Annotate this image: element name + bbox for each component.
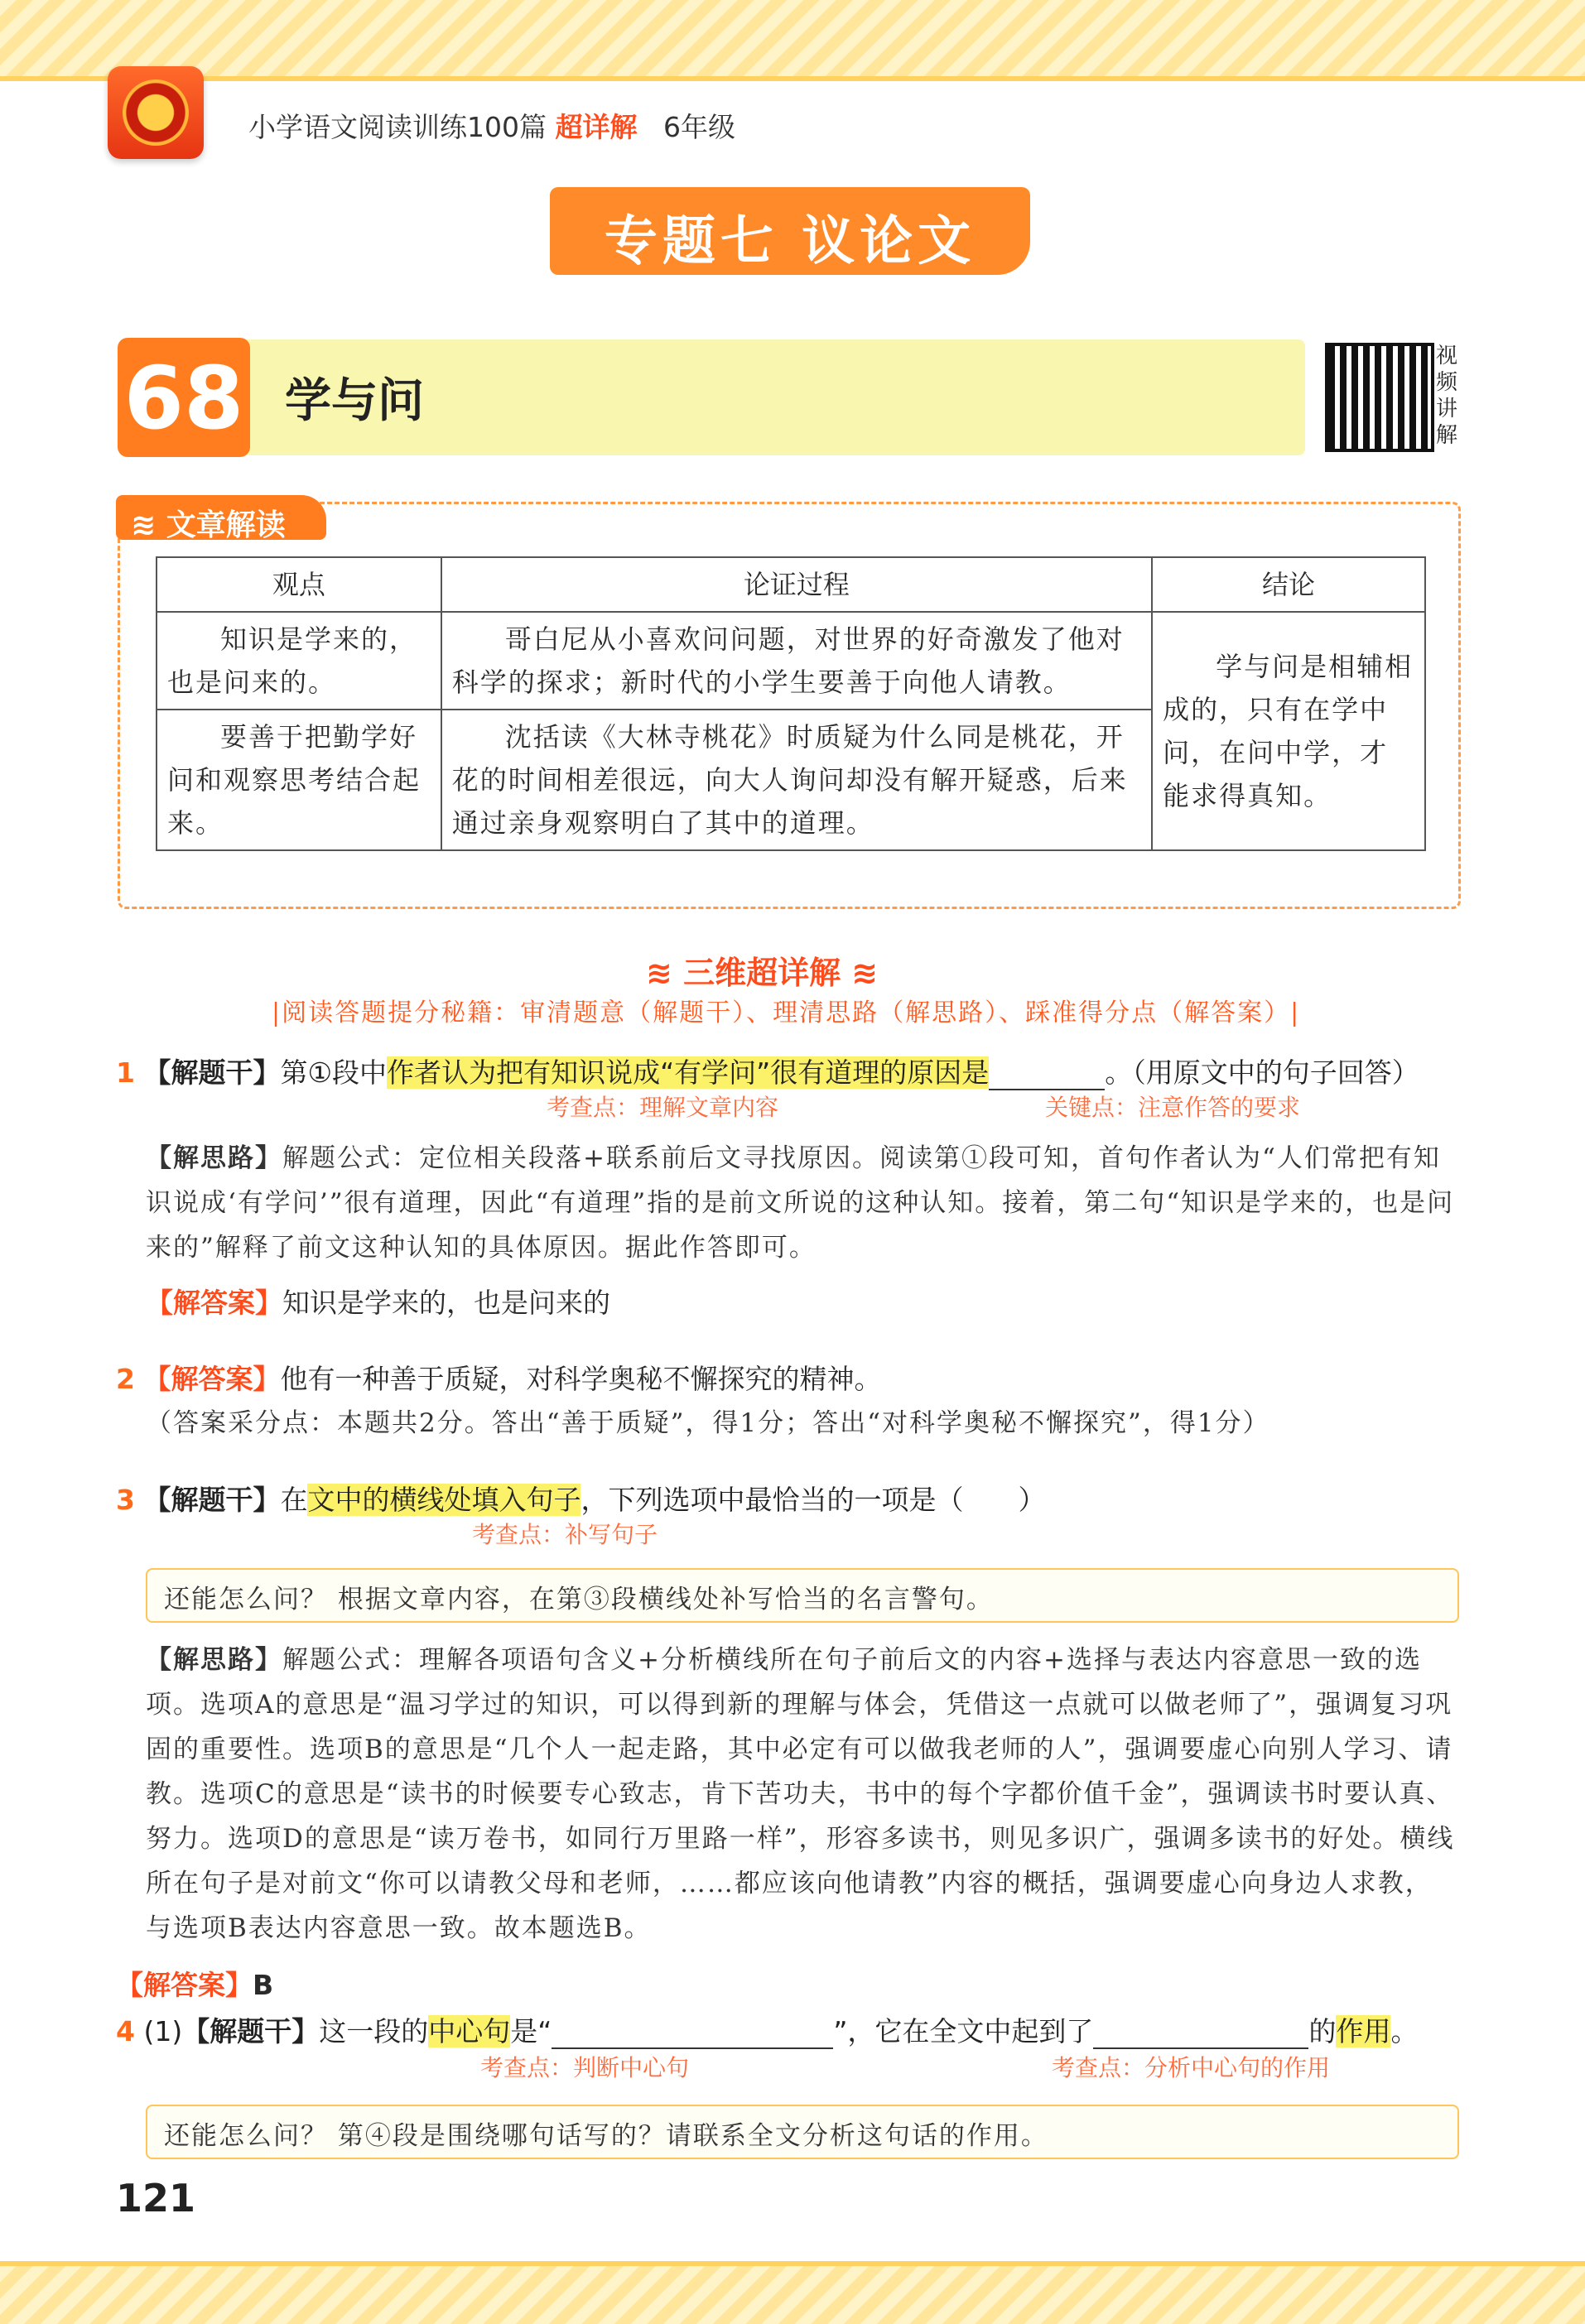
argument-outline-table	[156, 556, 1426, 851]
q4-stem	[116, 2010, 1418, 2049]
bottom-stripe-band	[0, 2261, 1585, 2324]
video-explain-label[interactable]: 视频讲解	[1436, 344, 1458, 448]
q1-ans-tag: 【解答案】	[146, 1287, 282, 1319]
article-analysis-label: ≋ 文章解读	[131, 508, 286, 542]
table-cell-conclusion: 学与问是相辅相成的，只有在学中问，在问中学，才能求得真知。	[1152, 612, 1425, 850]
q1-note-key: 关键点：注意作答的要求	[1045, 1094, 1301, 1121]
q2-score-note: （答案采分点：本题共2分。答出“善于质疑”，得1分；答出“对科学奥秘不懈探究”，得1分）	[146, 1408, 1270, 1438]
q1-post: 。（用原文中的句子回答）	[1105, 1056, 1419, 1089]
section-subtitle: |阅读答题提分秘籍：审清题意（解题干）、理清思路（解思路）、踩准得分点（解答案）|	[272, 998, 1301, 1027]
q3-ans-text: B	[253, 1969, 274, 2001]
q4-sub-number: (1)	[143, 2015, 183, 2047]
q1-think-text: 解题公式：定位相关段落+联系前后文寻找原因。阅读第①段可知，首句作者认为“人们常把有知识说成‘有学问’”很有道理，因此“有道理”指的是前文所说的这种认知。接着，第二句“知识是学来的，也是问来的”解释了前文这种认知的具体原因。据此作答即可。	[146, 1143, 1455, 1263]
topic-banner	[550, 187, 1030, 275]
table-cell-view: 要善于把勤学好问和观察思考结合起来。	[157, 710, 441, 850]
q3-hint-box	[146, 1568, 1459, 1623]
q4-note-2: 考查点：分析中心句的作用	[1052, 2054, 1331, 2081]
qr-code-icon[interactable]	[1325, 343, 1434, 452]
topic-title: 专题七 议论文	[604, 211, 976, 272]
q2-ans-tag: 【解答案】	[143, 1363, 281, 1395]
col-header-conclusion: 结论	[1152, 557, 1425, 612]
q3-answer	[116, 1964, 273, 2003]
q4-note-1: 考查点：判断中心句	[480, 2054, 690, 2081]
table-cell-view: 知识是学来的，也是问来的。	[157, 612, 441, 710]
q4-post-pre: 的	[1308, 2015, 1337, 2047]
publisher-logo	[108, 66, 204, 159]
q1-number: 1	[116, 1056, 135, 1089]
q3-highlight: 文中的横线处填入句子	[307, 1484, 581, 1516]
top-stripe-band	[0, 0, 1585, 81]
q1-note-point: 考查点：理解文章内容	[547, 1094, 779, 1121]
q1-tag: 【解题干】	[143, 1056, 281, 1089]
q1-blank	[989, 1056, 1105, 1090]
q4-hint-box	[146, 2105, 1459, 2159]
q3-tag: 【解题干】	[143, 1484, 281, 1516]
article-analysis-tag	[116, 495, 326, 540]
col-header-process: 论证过程	[441, 557, 1152, 612]
q3-post: ，下列选项中最恰当的一项是（ ）	[581, 1484, 1046, 1516]
q4-blank-2	[1093, 2015, 1308, 2049]
q4-pre: 这一段的	[319, 2015, 429, 2047]
q3-stem	[116, 1479, 1045, 1518]
q2-number: 2	[116, 1363, 135, 1395]
book-header	[248, 106, 735, 145]
lesson-number: 68	[123, 348, 244, 449]
q4-tag: 【解题干】	[182, 2015, 320, 2047]
page-number: 121	[116, 2176, 196, 2221]
q4-highlight-1: 中心句	[428, 2015, 511, 2047]
q3-number: 3	[116, 1484, 135, 1516]
q1-ans-text: 知识是学来的，也是问来的	[282, 1287, 610, 1319]
q3-ans-tag: 【解答案】	[116, 1969, 253, 2001]
table-cell-process: 沈括读《大林寺桃花》时质疑为什么同是桃花，开花的时间相差很远，向大人询问却没有解开疑惑，后来通过亲身观察明白了其中的道理。	[441, 710, 1152, 850]
q4-highlight-2: 作用	[1336, 2015, 1391, 2047]
q2-ans-text: 他有一种善于质疑，对科学奥秘不懈探究的精神。	[280, 1363, 882, 1395]
q4-hint-text: 还能怎么问？ 第④段是围绕哪句话写的？请联系全文分析这句话的作用。	[164, 2121, 1048, 2151]
lesson-title: 学与问	[285, 374, 424, 428]
book-grade: 6年级	[662, 111, 735, 143]
q1-answer	[146, 1282, 610, 1321]
q4-mid-2: ”，它在全文中起到了	[833, 2015, 1094, 2047]
q4-number: 4	[116, 2015, 135, 2047]
book-highlight: 超详解	[555, 111, 638, 143]
q1-thinking	[146, 1136, 1456, 1270]
table-cell-process: 哥白尼从小喜欢问问题，对世界的好奇激发了他对科学的探求；新时代的小学生要善于向他人请教。	[441, 612, 1152, 710]
q3-think-tag: 【解思路】	[146, 1645, 282, 1675]
q1-stem	[116, 1051, 1419, 1090]
q2-answer	[116, 1358, 881, 1397]
q4-post: 。	[1390, 2015, 1419, 2047]
q3-think-text: 解题公式：理解各项语句含义+分析横线所在句子前后文的内容+选择与表达内容意思一致的选项。选项A的意思是“温习学过的知识，可以得到新的理解与体会，凭借这一点就可以做老师了”，强调复习巩固的重要性。选项B的意思是“几个人一起走路，其中必定有可以做我老师的人”，强调要虚心向别人学习、请教。选项C的意思是“读书的时候要专心致志，肯下苦功夫，书中的每个字都价值千金”，强调读书时要认真、努力。选项D的意思是“读万卷书，如同行万里路一样”，形容多读书，则见多识广，强调多读书的好处。横线所在句子是对前文“你可以请教父母和老师，……都应该向他请教”内容的概括，强调要虚心向身边人求教，与选项B表达内容意思一致。故本题选B。	[146, 1645, 1455, 1943]
section-title: ≋ 三维超详解 ≋	[646, 955, 879, 991]
q4-blank-1	[552, 2015, 833, 2049]
q3-thinking	[146, 1638, 1456, 1951]
book-title: 小学语文阅读训练100篇	[248, 111, 547, 143]
col-header-view: 观点	[157, 557, 441, 612]
q1-pre: 第①段中	[280, 1056, 388, 1089]
q4-mid-1: 是“	[510, 2015, 552, 2047]
q1-highlight: 作者认为把有知识说成“有学问”很有道理的原因是	[387, 1056, 990, 1089]
q3-hint-text: 还能怎么问？ 根据文章内容，在第③段横线处补写恰当的名言警句。	[164, 1585, 994, 1614]
lesson-number-badge	[118, 338, 250, 457]
q3-note: 考查点：补写句子	[472, 1521, 658, 1548]
q3-pre: 在	[280, 1484, 308, 1516]
q1-think-tag: 【解思路】	[146, 1143, 282, 1173]
